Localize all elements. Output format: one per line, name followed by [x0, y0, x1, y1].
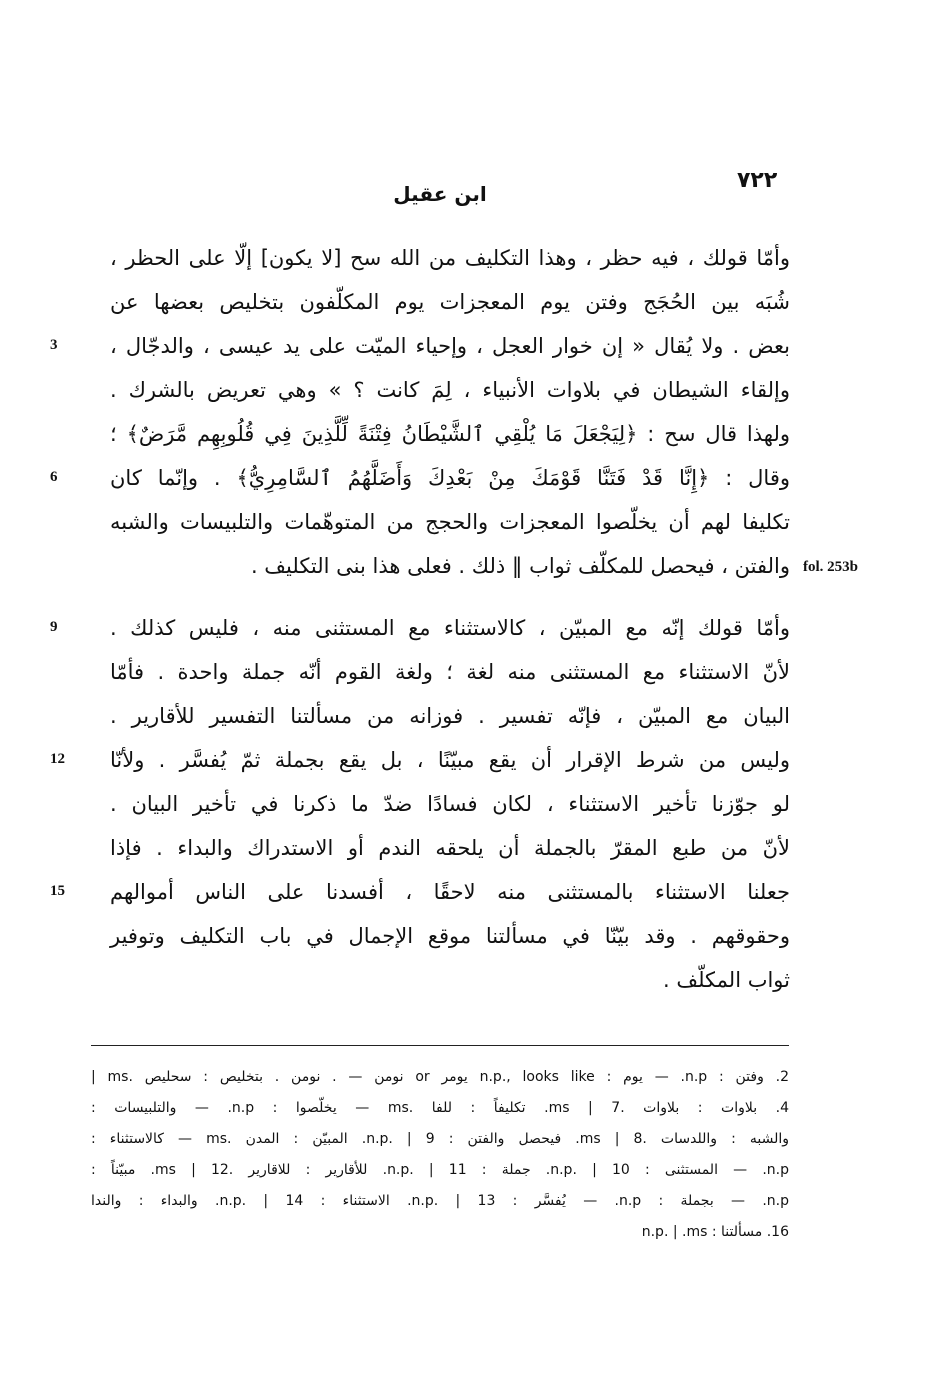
running-head: ابن عقيل	[393, 182, 487, 206]
text-line: وقال : ﴿إِنَّا قَدْ فَتَنَّا قَوْمَكَ مِنْ بَعْدِكَ وَأَضَلَّهُمُ ٱلسَّامِرِيُّ﴾ . وإنّما كان	[110, 466, 790, 490]
text-line: البيان مع المبيّن ، فإنّه تفسير . فوزانه من مسألتنا التفسير للأقارير .	[110, 704, 790, 728]
footnote-line: n.p. — بجملة : n.p. — يُفسَّر : n.p. | 13. الاستثناء : n.p. | 14. والبداء : والندا	[91, 1193, 790, 1209]
text-line: وحقوقهم . وقد بيّنّا في مسألتنا موقع الإجمال في باب التكليف وتوفير	[110, 924, 790, 948]
line-number: 3	[50, 337, 58, 353]
text-line: والفتن ، فيحصل للمكلّف ثواب ‖ ذلك . فعلى هذا بنى التكليف .	[250, 554, 790, 578]
text-line: بعض . ولا يُقال « إن خوار العجل ، وإحياء الميّت على يد عيسى ، والدجّال ،	[110, 334, 790, 358]
footnote-line: 2. وفتن : n.p. — يوم : n.p., looks like يومر or نومن — . نومن . بتخليص : سحليص .ms |	[91, 1069, 790, 1085]
margin-folio-marker: fol. 253b	[803, 559, 859, 575]
text-line: وأمّا قولك ، فيه حظر ، وهذا التكليف من الله سح [لا يكون] إلّا على الحظر ،	[110, 246, 790, 270]
line-number: 6	[50, 469, 58, 485]
footnote-line: n.p. — المستثنى : n.p. | 10. جملة : n.p. | 11. للأقارير : للاقارير .ms | 12. مبيّناً :	[91, 1162, 789, 1178]
text-line: جعلنا الاستثناء بالمستثنى منه لاحقًا ، أفسدنا على الناس أموالهم	[110, 880, 790, 904]
line-number: 9	[50, 619, 58, 635]
text-line: ولهذا قال سح : ﴿لِيَجْعَلَ مَا يُلْقِي ٱلشَّيْطَانُ فِتْنَةً لِّلَّذِينَ فِي قُلُوبِهِم مَّرَضٌ﴾ ؛	[110, 422, 790, 446]
line-number: 12	[50, 751, 65, 767]
footnote-divider	[91, 1045, 789, 1046]
text-line: لأنّ من طبع المقرّ بالجملة أن يلحقه الندم أو الاستدراك والبداء . فإذا	[110, 836, 790, 860]
text-line: لو جوّزنا تأخير الاستثناء ، لكان فسادًا ضدّ ما ذكرنا في تأخير البيان .	[110, 792, 790, 816]
text-line: شُبَه بين الحُجَج وفتن يوم المعجزات يوم المكلّفون بتخليص بعضها عن	[110, 290, 790, 314]
footnote-line: 16. مسألتنا : n.p. | .ms	[641, 1224, 789, 1240]
text-line: وليس من شرط الإقرار أن يقع مبيّنًا ، بل يقع بجملة ثمّ يُفسَّر . ولأنّا	[110, 748, 790, 772]
text-line: ثواب المكلّف .	[663, 968, 790, 992]
page-number: ٧٢٢	[737, 168, 778, 193]
text-line: لأنّ الاستثناء مع المستثنى منه لغة ؛ ولغة القوم أنّه جملة واحدة . فأمّا	[110, 660, 790, 684]
footnote-line: 4. بلاوات : بلاوات .ms | 7. تكليفاً : للفا .ms — يخلّصوا : n.p. — والتلبيسات :	[91, 1100, 789, 1116]
text-line: تكليفا لهم أن يخلّصوا المعجزات والحجج من المتوهّمات والتلبيسات والشبه	[110, 510, 790, 534]
line-number: 15	[50, 883, 65, 899]
text-line: وإلقاء الشيطان في بلاوات الأنبياء ، لِمَ كانت ؟ » وهي تعريض بالشرك .	[110, 378, 790, 402]
text-line: وأمّا قولك إنّه مع المبيّن ، كالاستثناء مع المستثنى منه ، فليس كذلك .	[110, 616, 790, 640]
footnote-line: والشبه : واللدسات .ms | 8. فيحصل والفتن : n.p. | 9. المبيّن : المدن .ms — كالاستثناء :	[91, 1131, 789, 1147]
